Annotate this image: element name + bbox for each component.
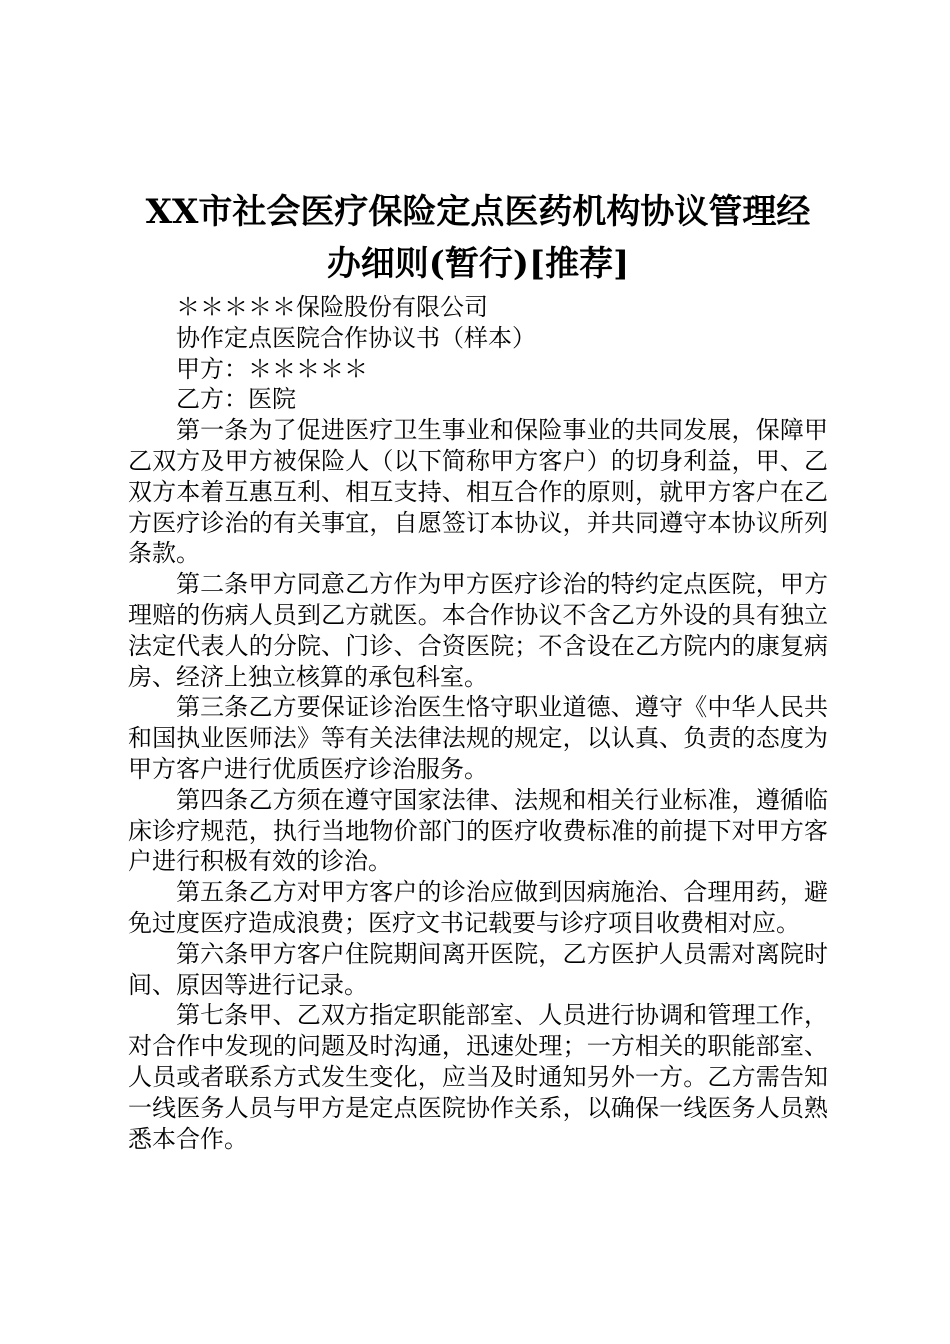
agreement-heading: 协作定点医院合作协议书（样本） — [176, 323, 536, 352]
article-3: 第三条乙方要保证诊治医生恪守职业道德、遵守《中华人民共和国执业医师法》等有关法律法规的规定，以认真、负责的态度为甲方客户进行优质医疗诊治服务。 — [128, 693, 828, 783]
document-body — [128, 292, 828, 1154]
party-b: 乙方：医院 — [176, 385, 296, 414]
document-page — [128, 186, 828, 1154]
article-4: 第四条乙方须在遵守国家法律、法规和相关行业标准，遵循临床诊疗规范，执行当地物价部门的医疗收费标准的前提下对甲方客户进行积极有效的诊治。 — [128, 785, 828, 876]
company-name: ＊＊＊＊＊保险股份有限公司 — [176, 293, 488, 321]
party-a: 甲方：＊＊＊＊＊ — [176, 354, 368, 383]
title-line-2: 办细则(暂行)[推荐] — [326, 244, 630, 284]
article-7: 第七条甲、乙双方指定职能部室、人员进行协调和管理工作，对合作中发现的问题及时沟通，迅速处理；一方相关的职能部室、人员或者联系方式发生变化，应当及时通知另外一方。乙方需告知一线医务人员与甲方是定点医院协作关系，以确保一线医务人员熟悉本合作。 — [128, 1001, 828, 1153]
article-2: 第二条甲方同意乙方作为甲方医疗诊治的特约定点医院，甲方理赔的伤病人员到乙方就医。本合作协议不含乙方外设的具有独立法定代表人的分院、门诊、合资医院；不含设在乙方院内的康复病房、经济上独立核算的承包科室。 — [128, 570, 828, 691]
title-line-1: XX市社会医疗保险定点医药机构协议管理经 — [145, 192, 811, 232]
article-5: 第五条乙方对甲方客户的诊治应做到因病施治、合理用药，避免过度医疗造成浪费；医疗文书记载要与诊疗项目收费相对应。 — [128, 878, 828, 937]
document-title — [128, 186, 828, 290]
article-1: 第一条为了促进医疗卫生事业和保险事业的共同发展，保障甲乙双方及甲方被保险人（以下简称甲方客户）的切身利益，甲、乙双方本着互惠互利、相互支持、相互合作的原则，就甲方客户在乙方医疗诊治的有关事宜，自愿签订本协议，并共同遵守本协议所列条款。 — [128, 416, 828, 568]
article-6: 第六条甲方客户住院期间离开医院，乙方医护人员需对离院时间、原因等进行记录。 — [128, 939, 828, 999]
